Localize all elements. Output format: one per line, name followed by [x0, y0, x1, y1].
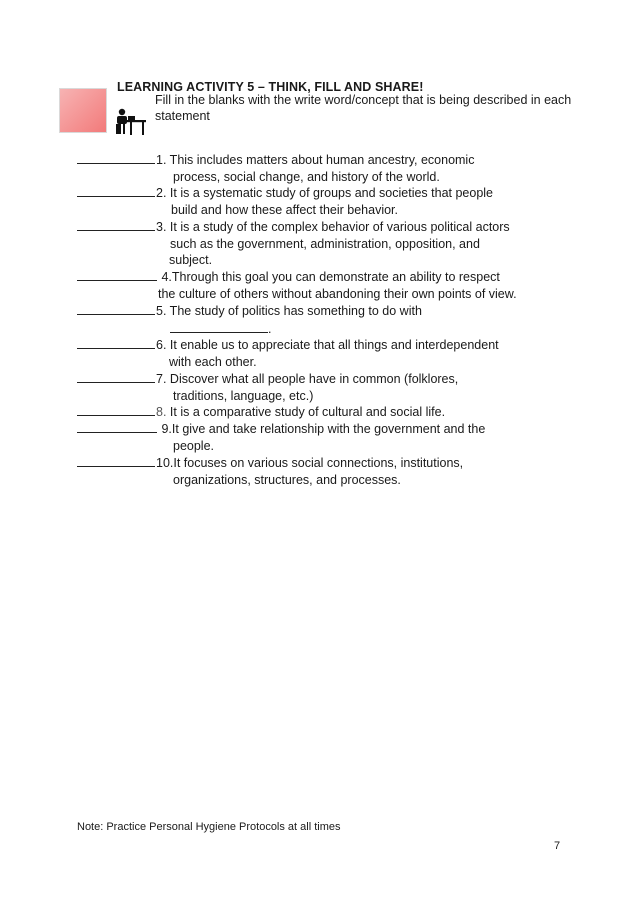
activity-title: LEARNING ACTIVITY 5 – THINK, FILL AND SHARE!: [117, 80, 424, 94]
question-item-4: 4.Through this goal you can demonstrate an ability to respect the culture of others without abandoning their own points of view.: [77, 268, 517, 302]
activity-badge: [59, 88, 107, 133]
inline-answer-blank[interactable]: [170, 320, 268, 333]
question-item-9: 9.It give and take relationship with the government and the people.: [77, 420, 485, 454]
question-item-7: 7. Discover what all people have in common (folklores, traditions, language, etc.): [77, 370, 458, 404]
activity-instructions: Fill in the blanks with the write word/concept that is being described in each statement: [155, 93, 572, 123]
question-item-3: 3. It is a study of the complex behavior of various political actors such as the government, administration, opposition, and subject.: [77, 218, 510, 269]
footer-note: Note: Practice Personal Hygiene Protocols at all times: [77, 821, 341, 833]
answer-blank[interactable]: [77, 151, 155, 164]
answer-blank[interactable]: [77, 218, 155, 231]
answer-blank[interactable]: [77, 302, 155, 315]
student-at-desk-icon: [113, 108, 147, 136]
answer-blank[interactable]: [77, 403, 155, 416]
question-item-10: 10.It focuses on various social connections, institutions, organizations, structures, and processes.: [77, 454, 463, 488]
answer-blank[interactable]: [77, 370, 155, 383]
answer-blank[interactable]: [77, 268, 157, 281]
question-item-1: 1. This includes matters about human ancestry, economic process, social change, and history of the world.: [77, 151, 474, 185]
question-item-5: 5. The study of politics has something to do with .: [77, 302, 422, 337]
question-item-8: 8. It is a comparative study of cultural and social life.: [77, 403, 445, 421]
answer-blank[interactable]: [77, 420, 157, 433]
question-item-6: 6. It enable us to appreciate that all things and interdependent with each other.: [77, 336, 499, 370]
question-item-2: 2. It is a systematic study of groups and societies that people build and how these affect their behavior.: [77, 184, 493, 218]
answer-blank[interactable]: [77, 184, 155, 197]
page-number: 7: [554, 840, 561, 852]
answer-blank[interactable]: [77, 454, 155, 467]
answer-blank[interactable]: [77, 336, 155, 349]
